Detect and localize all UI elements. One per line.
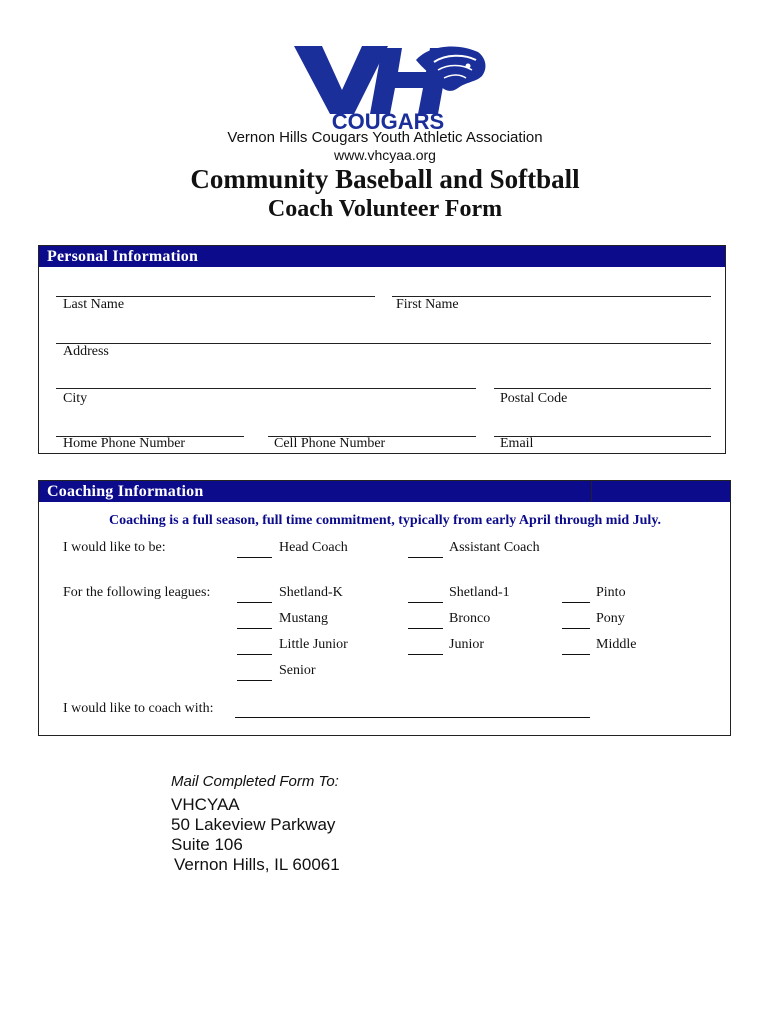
- junior-blank[interactable]: [408, 654, 443, 655]
- league-bronco: Bronco: [449, 611, 491, 626]
- league-shetland-k: Shetland-K: [279, 585, 343, 600]
- league-middle: Middle: [596, 637, 637, 652]
- senior-blank[interactable]: [237, 680, 272, 681]
- head-coach-blank[interactable]: [237, 557, 272, 558]
- little-junior-blank[interactable]: [237, 654, 272, 655]
- mail-suite: Suite 106: [171, 835, 243, 854]
- middle-blank[interactable]: [562, 654, 590, 655]
- role-prompt: I would like to be:: [63, 540, 166, 555]
- assistant-coach-option: Assistant Coach: [449, 540, 540, 555]
- home-phone-label: Home Phone Number: [63, 436, 186, 451]
- address-field[interactable]: [56, 343, 711, 344]
- organization-name: Vernon Hills Cougars Youth Athletic Association: [227, 129, 543, 146]
- league-prompt: For the following leagues:: [63, 585, 211, 600]
- first-name-label: First Name: [396, 297, 459, 312]
- logo-wordmark: COUGARS: [331, 109, 445, 132]
- shetland-1-blank[interactable]: [408, 602, 443, 603]
- mail-street: 50 Lakeview Parkway: [171, 815, 336, 834]
- league-junior: Junior: [449, 637, 484, 652]
- pony-blank[interactable]: [562, 628, 590, 629]
- postal-code-label: Postal Code: [500, 391, 568, 406]
- form-title-line1: Community Baseball and Softball: [190, 164, 580, 194]
- coach-with-prompt: I would like to coach with:: [63, 701, 214, 716]
- mail-instruction: Mail Completed Form To:: [171, 773, 339, 790]
- league-little-junior: Little Junior: [279, 637, 348, 652]
- organization-website[interactable]: www.vhcyaa.org: [334, 147, 436, 163]
- city-field[interactable]: [56, 388, 476, 389]
- mail-city-state-zip: Vernon Hills, IL 60061: [174, 855, 340, 874]
- commitment-notice: Coaching is a full season, full time commitment, typically from early April through mid July.: [108, 513, 662, 528]
- head-coach-option: Head Coach: [279, 540, 348, 555]
- city-label: City: [63, 391, 88, 406]
- email-label: Email: [500, 436, 534, 451]
- shetland-k-blank[interactable]: [237, 602, 272, 603]
- personal-information-section: [38, 245, 726, 454]
- form-title-line2: Coach Volunteer Form: [267, 196, 503, 222]
- league-senior: Senior: [279, 663, 316, 678]
- header-divider: [591, 481, 592, 502]
- coaching-information-heading: Coaching Information: [39, 481, 730, 502]
- postal-code-field[interactable]: [494, 388, 711, 389]
- cell-phone-label: Cell Phone Number: [274, 436, 386, 451]
- address-label: Address: [63, 344, 109, 359]
- last-name-label: Last Name: [63, 297, 125, 312]
- bronco-blank[interactable]: [408, 628, 443, 629]
- league-pinto: Pinto: [596, 585, 626, 600]
- league-shetland-1: Shetland-1: [449, 585, 510, 600]
- assistant-coach-blank[interactable]: [408, 557, 443, 558]
- league-mustang: Mustang: [279, 611, 328, 626]
- pinto-blank[interactable]: [562, 602, 590, 603]
- coach-with-field[interactable]: [235, 717, 590, 718]
- mail-recipient: VHCYAA: [171, 795, 240, 814]
- personal-information-heading: Personal Information: [39, 246, 725, 267]
- league-pony: Pony: [596, 611, 625, 626]
- mustang-blank[interactable]: [237, 628, 272, 629]
- vh-cougars-logo: [288, 42, 488, 132]
